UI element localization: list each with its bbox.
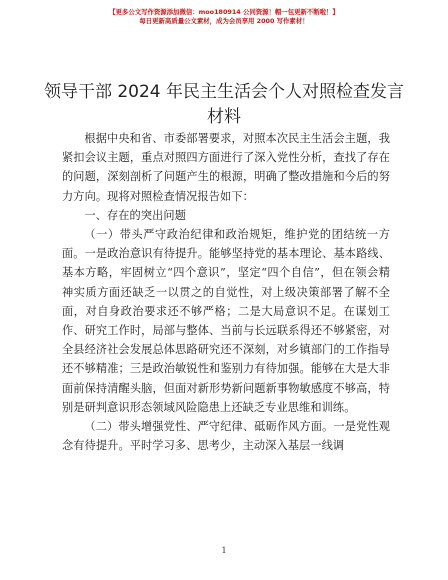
document-title-line2: 材料	[207, 107, 241, 127]
section-heading: 一、存在的突出问题	[84, 208, 186, 222]
document-title-line1: 领导干部 2024 年民主生活会个人对照检查发言	[43, 82, 405, 102]
promo-banner-line2: 每日更新高质量公文素材，成为会员享用 2000 写作素材！	[139, 17, 309, 25]
subsection-paragraph-1: （一）带头严守政治纪律和政治规矩，维护党的团结统一方面。一是政治意识有待提升。能够坚持党的基本理论、基本路线、基本方略，牢固树立“四个意识”，坚定“四个自信”，但在领会精神实质方面还缺乏一以贯之的自觉性，对上级决策部署了解不全面，对自身政治要求还不够严格；二是大局意识不足。在谋划工作、研究工作时，局部与整体、当前与长远联系得还不够紧密，对全县经济社会发展总体思路研究还不深刻，对乡镇部门的工作指导还不够精准；三是政治敏锐性和鉴别力有待加强。能够在大是大非面前保持清醒头脑，但面对新形势新问题新事物敏感度不够高，特别是研判意识形态领域风险隐患上还缺乏专业思维和训练。	[62, 228, 390, 414]
subsection-paragraph-2: （二）带头增强党性、严守纪律、砥砺作风方面。一是党性观念有待提升。平时学习多、思考少，主动深入基层一线调	[62, 420, 390, 453]
document-body	[62, 129, 390, 455]
intro-paragraph: 根据中央和省、市委部署要求，对照本次民主生活会主题，我紧扣会议主题，重点对照四方面进行了深入党性分析，查找了存在的问题，深刻剖析了问题产生的根源，明确了整改措施和今后的努力方向。现将对照检查情况报告如下：	[62, 132, 390, 203]
promo-banner	[0, 8, 448, 26]
document-title	[40, 80, 408, 130]
page-number: 1	[221, 546, 227, 555]
promo-banner-line1: 【更多公文写作资源添加微信：moo180914 公同资源！帽一包更新不断啦！】	[109, 8, 339, 16]
